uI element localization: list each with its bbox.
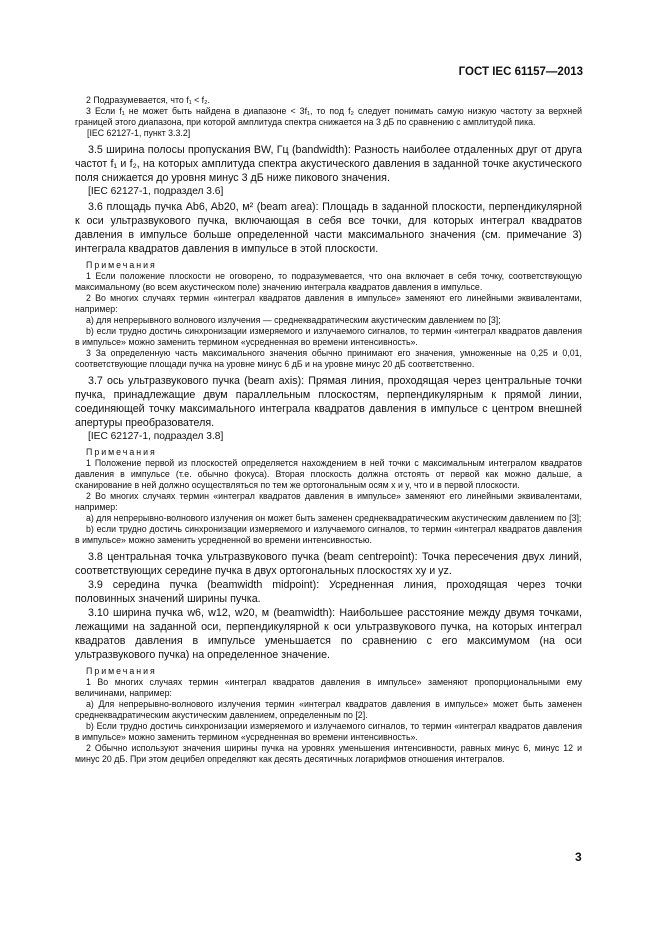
definition-3-5-bandwidth: 3.5 ширина полосы пропускания BW, Гц (bandwidth): Разность наиболее отдаленных друг от друга частот f₁ и f₂, на которых амплитуда спектра акустического давления в заданной точке акустического поля снижается до уровня минус 3 дБ ниже пикового значения. bbox=[75, 144, 582, 184]
note-3-7-2: 2 Во многих случаях термин «интеграл квадратов давления в импульсе» заменяют его линейными эквивалентами, например: bbox=[75, 491, 582, 512]
reference-3-8: [IEC 62127-1, подраздел 3.8] bbox=[88, 431, 224, 442]
note-3-10-1a: a) Для непрерывно-волнового излучения термин «интеграл квадратов давления в импульсе» может быть заменен среднеквадратическим акустическим давлением, определенным по [2]. bbox=[75, 699, 582, 720]
note-3-frequency-range: 3 Если f₁ не может быть найдена в диапазоне < 3f₁, то под f₂ следует понимать самую низкую частоту за верхней границей этого диапазона, при которой амплитуда спектра снижается на 3 дБ по сравнению с амплитудой пика. bbox=[75, 106, 582, 127]
notes-heading-3-7: Примечания bbox=[86, 447, 157, 457]
note-3-6-3: 3 За определенную часть максимального значения обычно принимают его значения, умноженные на 0,25 и 0,01, соответствующие площади пучка на уровне минус 6 дБ и на уровне минус 20 дБ соответственно. bbox=[75, 348, 582, 369]
note-3-7-2a: a) для непрерывно-волнового излучения он может быть заменен среднеквадратическим акустическим давлением по [3]; bbox=[86, 513, 582, 523]
note-3-7-1: 1 Положение первой из плоскостей определяется нахождением в ней точки с максимальным интегралом квадратов давления в импульсе (т.е. обычно фокуса). Вторая плоскость должна отстоять от первой как можно дальше, а сканирование в ней должно осуществляться по тем же ортогональным осям x и y, что и в первой плоскости. bbox=[75, 458, 582, 490]
definition-3-6-beam-area: 3.6 площадь пучка Ab6, Ab20, м² (beam area): Площадь в заданной плоскости, перпендикулярной к оси ультразвукового пучка, включающая в себя все точки, для которых интеграл квадратов давления в импульсе больше определенной части максимального значения (см. примечание 3) интеграла квадратов давления в импульсе в этой плоскости. bbox=[75, 201, 582, 255]
reference-3-3-2: [IEC 62127-1, пункт 3.3.2] bbox=[87, 128, 191, 138]
note-3-6-2b: b) если трудно достичь синхронизации измеряемого и излучаемого сигналов, то термин «интеграл квадратов давления в импульсе» можно заменить термином «усредненная во времени интенсивность». bbox=[75, 326, 582, 347]
definition-3-9-beamwidth-midpoint: 3.9 середина пучка (beamwidth midpoint): Усредненная линия, проходящая через точки половинных значений ширины пучка. bbox=[75, 579, 582, 605]
definition-3-7-beam-axis: 3.7 ось ультразвукового пучка (beam axis): Прямая линия, проходящая через центральные точки пучка, принадлежащие двум параллельным плоскостям, перпендикулярным к прямой линии, соединяющей точку максимального интеграла квадратов давления в импульсе с центром внешней апертуры преобразователя. bbox=[75, 375, 582, 429]
note-3-6-2a: a) для непрерывного волнового излучения — среднеквадратическим акустическим давлением по [3]; bbox=[86, 315, 501, 325]
note-3-10-1b: b) Если трудно достичь синхронизации измеряемого и излучаемого сигналов, то термин «интеграл квадратов давления в импульсе» можно заменить термином «усредненная во времени интенсивность». bbox=[75, 721, 582, 742]
definition-3-10-beamwidth: 3.10 ширина пучка w6, w12, w20, м (beamwidth): Наибольшее расстояние между двумя точками, лежащими на заданной оси, перпендикулярной к оси ультразвукового пучка, на которых интеграл квадратов давления в импульсе уменьшается по сравнению с его максимумом (на оси ультразвукового пучка) на определенное значение. bbox=[75, 607, 582, 661]
note-3-6-2: 2 Во многих случаях термин «интеграл квадратов давления в импульсе» заменяют его линейными эквивалентами, например: bbox=[75, 293, 582, 314]
note-3-10-2: 2 Обычно используют значения ширины пучка на уровнях уменьшения интенсивности, равных минус 6, минус 12 и минус 20 дБ. При этом децибел определяют как десять десятичных логарифмов отношения интегралов. bbox=[75, 743, 582, 764]
reference-3-6: [IEC 62127-1, подраздел 3.6] bbox=[88, 186, 224, 197]
notes-heading-3-6: Примечания bbox=[86, 260, 157, 270]
note-2-frequency-order: 2 Подразумевается, что f₁ < f₂. bbox=[86, 95, 210, 105]
page-content bbox=[75, 95, 582, 765]
notes-heading-3-10: Примечания bbox=[86, 666, 157, 676]
note-3-7-2b: b) если трудно достичь синхронизации измеряемого и излучаемого сигналов, то термин «интеграл квадратов давления в импульсе» можно заменить усредненной во времени интенсивностью. bbox=[75, 524, 582, 545]
definition-3-8-beam-centrepoint: 3.8 центральная точка ультразвукового пучка (beam centrepoint): Точка пересечения двух линий, соответствующих середине пучка в двух ортогональных плоскостях xy и yz. bbox=[75, 551, 582, 577]
document-code-header: ГОСТ IEC 61157—2013 bbox=[458, 66, 583, 78]
note-3-6-1: 1 Если положение плоскости не оговорено, то подразумевается, что она включает в себя точку, соответствующую максимальному (во всем акустическом поле) значению интеграла квадратов давления в импульсе. bbox=[75, 271, 582, 292]
note-3-10-1: 1 Во многих случаях термин «интеграл квадратов давления в импульсе» заменяют пропорциональными ему величинами, например: bbox=[75, 677, 582, 698]
page-number: 3 bbox=[575, 850, 582, 864]
